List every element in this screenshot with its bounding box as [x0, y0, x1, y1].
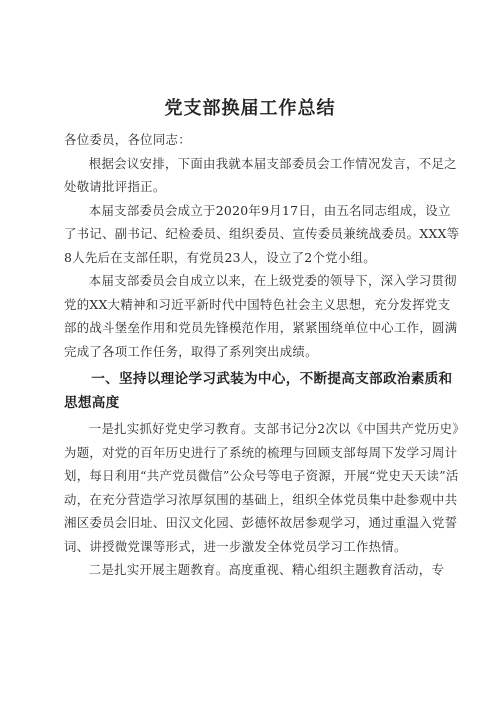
paragraph-party-history: 一是扎实抓好党史学习教育。支部书记分2次以《中国共产党历史》为题，对党的百年历史进行了系统的梳理与回顾支部每周下发学习周计划，每日利用“共产党员微信”公众号等电子资源，开展“党史天天读”活动，在充分营造学习浓厚氛围的基础上，组织全体党员集中赴参观中共湘区委员会旧址、田汉文化园、彭德怀故居参观学习，通过重温入党誓词、讲授微党课等形式，进一步激发全体党员学习工作热情。: [64, 421, 459, 554]
section-heading: 一、坚持以理论学习武装为中心，不断提高支部政治素质和思想高度: [64, 371, 453, 411]
paragraph-achievements: 本届支部委员会自成立以来，在上级党委的领导下，深入学习贯彻党的XX大精神和习近平新时代中国特色社会主义思想，充分发挥党支部的战斗堡垒作用和党员先锋模范作用，紧紧围绕单位中心工作，圆满完成了各项工作任务，取得了系列突出成绩。: [64, 273, 458, 359]
paragraph-theme-education: 二是扎实开展主题教育。高度重视、精心组织主题教育活动，专: [88, 562, 445, 577]
paragraph-establishment: 本届支部委员会成立于2020年9月17日，由五名同志组成，设立了书记、副书记、纪检委员、组织委员、宣传委员兼统战委员。XXX等8人先后在支部任职，有党员23人，设立了2个党小组。: [64, 202, 460, 265]
document-body: [64, 128, 460, 582]
paragraph-intro: 根据会议安排，下面由我就本届支部委员会工作情况发言，不足之处敬请批评指正。: [64, 155, 457, 194]
document-title: 党支部换届工作总结: [164, 98, 336, 119]
greeting: 各位委员，各位同志：: [64, 132, 191, 147]
